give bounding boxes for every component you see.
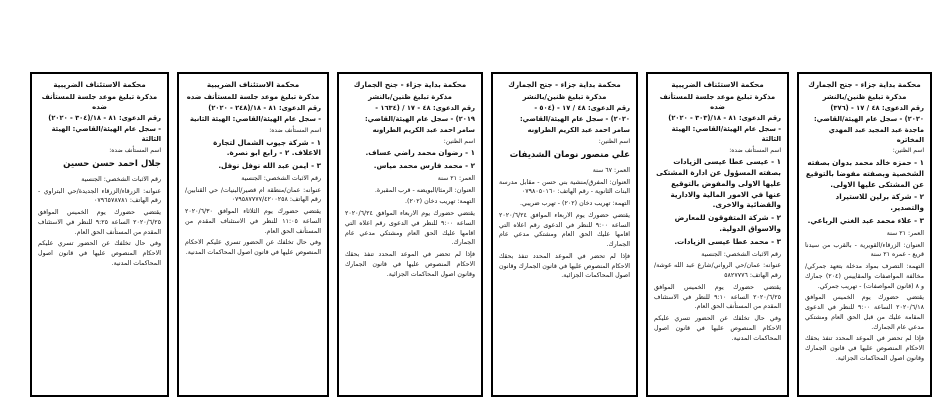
notice-text: التهمة: تهريب دخان (٢٠٢). [405, 198, 475, 206]
register-line: ٢٠٢٠) - سجل عام الهيئة/القاضي: [813, 115, 924, 124]
court-name: محكمة الاستئناف الضريبية [671, 80, 764, 89]
notice-text: العنوان: المفرق/منشية بني حسن - مقابل مدرسة البنات الثانوية - رقم الهاتف: ٠٧٩٨٠٥٠١٦٠ [499, 178, 630, 196]
notice-text: العنوان: الرمثا/البويضه - قرب المقبرة. [374, 186, 475, 194]
register-line: - سجل عام الهيئة/القاضي: الهيئة الثالثة [51, 125, 161, 143]
party-name: ٣ - علاء محمد عبد الغني الرباعي. [807, 215, 924, 225]
case-number: رقم الدعوى: ٤٨ - ١٧ / (١٦٣٤ - [375, 104, 475, 113]
notice-text: وفي حال تخلفك عن الحضور تسري عليكم الاحكام المنصوص عليها في قانون اصول المحاكمات المدنية. [185, 239, 321, 257]
party-label: اسم المستأنف ضده: [269, 126, 321, 134]
notice-column-6 [30, 72, 169, 397]
notice-column-5 [177, 72, 329, 397]
notice-text: يقتضي حضورك يوم الاربعاء الموافق ٢٠٢٠/٦/٢٤ الساعة ٩:٠٠ للنظر في الدعوى رقم اعلاه التي اقامها عليك الحق العام ومشتكي مدعي عام الجمارك. [345, 210, 475, 247]
party-name: جلال احمد حسن حسين [63, 159, 161, 170]
register-line: ٢٠٢٠) - سجل عام الهيئة/القاضي: [519, 115, 630, 124]
court-name: محكمة بداية جزاء - جنح الجمارك [353, 80, 467, 89]
notice-text: العمر: ٢١ سنة [886, 229, 924, 237]
case-number: رقم الدعوى: ٤٨ / ١٧ - (٣٧٦) [830, 104, 924, 113]
court-name: محكمة بداية جزاء - جنح الجمارك [508, 80, 621, 89]
memo-title: مذكرة تبليغ ظنين/بالنشر [822, 93, 907, 102]
notice-text: يقتضي حضورك يوم الخميس الموافق ٢٠٢٠/٦/٢٥ الساعة ٩:٢٥ للنظر في الاستئناف المقدم من المستأنف الحق العام. [38, 209, 161, 236]
party-label: اسم الظنين: [443, 137, 475, 145]
court-name: محكمة الاستئناف الضريبية [53, 80, 146, 89]
notice-text: عنوانه: الزرقاء/الزرقاء الجديدة/حي البتراوي - رقم الهاتف: ٠٧٩٦٥٧٨٧٨١ [38, 187, 161, 205]
notice-text: يقتضي حضورك يوم الثلاثاء الموافق ٢٠٢٠/٦/٣٠ الساعة ١١:٠٥ للنظر في الاستئناف المقدم من المستأنف الحق العام. [185, 208, 322, 235]
notice-text: التهمة: التصرف بمواد مدخلة بتعهد جمركي/مخالفة المواصفات والمقاييس (٢٠٤) جمارك و ٨ (قانون المواصفات) - تهريب جمركي. [805, 263, 925, 290]
notice-column-2 [646, 72, 789, 397]
party-label: اسم الظنين: [598, 137, 630, 145]
notice-text: رقم الاثبات الشخصي: الجنسية [81, 175, 161, 183]
notice-text: فإذا لم تحضر في الموعد المحدد تنفذ بحقك الاحكام المنصوص عليها في قانون الجمارك وقانون اصول المحاكمات الجزائية. [345, 251, 475, 278]
case-number: رقم الدعوى: ٨١ - ١٨/(٣٠٤ - ٢٠٢٠) [48, 114, 161, 123]
notice-text: العمر: ٦٧ سنة [592, 166, 630, 174]
notice-text: يقتضي حضورك يوم الاربعاء الموافق ٢٠٢٠/٦/٢٤ الساعة ٩:٠٠ للنظر في الدعوى رقم اعلاه التي اقامها عليك الحق العام ومشتكي مدعي عام الجمارك. [499, 211, 630, 249]
memo-title: مذكرة تبليغ موعد جلسة للمستأنف ضده [41, 93, 158, 112]
notice-text: العنوان: الزرقاء/القويرية - بالقرب من سيدنا قريع - عمره ٢١ سنة [805, 241, 924, 259]
notice-text: العمر: ٢١ سنة [437, 174, 475, 182]
register-line: ٢٠١٩) - سجل عام الهيئة/القاضي: [364, 115, 475, 124]
notice-text: يقتضي حضورك يوم الخميس الموافق ٢٠٢٠/٦/٢٥ الساعة ٩:١٠ للنظر في الاستئناف المقدم من المستأنف الحق العام. [654, 283, 782, 311]
notice-text: فإذا لم تحضر في الموعد المحدد تنفذ بحقك الاحكام المنصوص عليها في قانون الجمارك وقانون اصول المحاكمات الجزائية. [805, 335, 924, 362]
notice-column-1 [797, 72, 932, 397]
notice-text: وفي حال تخلفك عن الحضور تسري عليكم الاحكام المنصوص عليها في قانون اصول المحاكمات المدنية. [38, 240, 161, 267]
notice-text: التهمة: تهريب دخان (٢٠٢) - تهرب ضريبي. [519, 200, 630, 208]
court-name: محكمة بداية جزاء - جنح الجمارك [808, 80, 921, 89]
party-label: اسم المستأنف ضده: [729, 146, 781, 154]
party-name: ٣ - محمد عطا عيسى الزيادات. [674, 236, 781, 246]
party-label: اسم المستأنف ضده: [109, 146, 161, 154]
register-line: - سجل عام الهيئة/القاضي: الهيئة الثانية [189, 115, 321, 124]
notice-text: رقم الاثبات الشخصي: الجنسية [241, 174, 321, 182]
party-name: ٢ - محمد فارس محمد مياس. [373, 161, 475, 171]
judge-name: سامر احمد عبد الكريم الطراونه [372, 125, 475, 134]
notice-text: عنوانه: عمان/منطقة ام قصير/البنيات/ حي القنابين/رقم الهاتف: ٠٧٩٥٨٧٧٧٧/٤٢٠٠٢٥٨ [185, 186, 321, 204]
judge-name: سامر احمد عبد الكريم الطراونه [527, 125, 630, 134]
case-number: رقم الدعوى: ٨١ - ١٨/(٢٤٨ - ٢٠٢٠) [208, 104, 321, 113]
notice-column-4 [337, 72, 483, 397]
party-name: ١ - رضوان محمد راضي عساف. [365, 148, 475, 158]
memo-title: مذكرة تبليغ ظنين/بالنشر [522, 93, 607, 102]
party-name: ٣ - ايمن عبد الله نوفل نوفل. [218, 161, 321, 171]
notice-text: وفي حال تخلفك عن الحضور تسري عليكم الاحكام المنصوص عليها في قانون اصول المحاكمات المدنية. [654, 315, 781, 342]
notice-text: عنوانه: عمان/حي الرواني/شارع عبد الله غوشة/رقم الهاتف: ٥٨٢٧٧٧٦ [654, 262, 781, 280]
party-label: اسم الظنين: [892, 147, 924, 155]
case-number: رقم الدعوى: ٤٨ / ١٧ - (٥٠٤ - [534, 104, 630, 113]
party-name: ٢ - شركة المتفوقون للمعارض والاسواق الدولية. [674, 213, 781, 234]
party-name: ١ - حمزه خالد محمد بدوان بصفته الشخصية وبصفته مفوضا بالتوقيع عن المشتكى عليها الاولى. [805, 158, 924, 189]
party-name: علي منصور نومان الشديفات [509, 150, 630, 161]
party-name: ٢ - شركة برلين للاستيراد والتصدير. [835, 192, 924, 213]
memo-title: مذكرة تبليغ موعد جلسة للمستأنف ضده [659, 93, 776, 112]
notice-column-3 [491, 72, 638, 397]
party-name: ١ - شركة جيوب الشمال لتجارة الاعلاف. ٢ - رابع ابو نصرة. [213, 137, 321, 158]
notice-text: فإذا لم تحضر في الموعد المحدد تنفذ بحقك الاحكام المنصوص عليها في قانون الجمارك وقانون اصول المحاكمات الجزائية. [499, 252, 630, 280]
notice-text: رقم الاثبات الشخصي: الجنسية [701, 250, 781, 258]
court-name: محكمة الاستئناف الضريبية [206, 80, 300, 89]
memo-title: مذكرة تبليغ موعد جلسة للمستأنف ضده [186, 93, 320, 102]
case-number: رقم الدعوى: ٨١ - ١٨/(٣٠٣ - ٢٠٢٠) [668, 114, 781, 123]
party-name: ١ - عيسى عطا عيسى الزيادات بصفته المسؤول عن ادارة المشتكى عليها الاولى والمفوض بالتوقيع عنها في الامور المالية والادارية والقضائية والاخرى. [656, 157, 781, 210]
register-line: - سجل عام الهيئة/القاضي: الهيئة الثالثة [671, 125, 781, 143]
judge-name: ماجدة عبد المجيد عبد المهدي المخاتره [828, 125, 924, 144]
notice-text: يقتضي حضورك يوم الخميس الموافق ٢٠٢٠/٦/١٨ الساعة ٩:٠٠ للنظر في الدعوى المقامة عليك من قبل الحق العام ومشتكي مدعي عام الجمارك. [805, 294, 925, 331]
memo-title: مذكرة تبليغ ظنين/بالنشر [368, 93, 452, 102]
